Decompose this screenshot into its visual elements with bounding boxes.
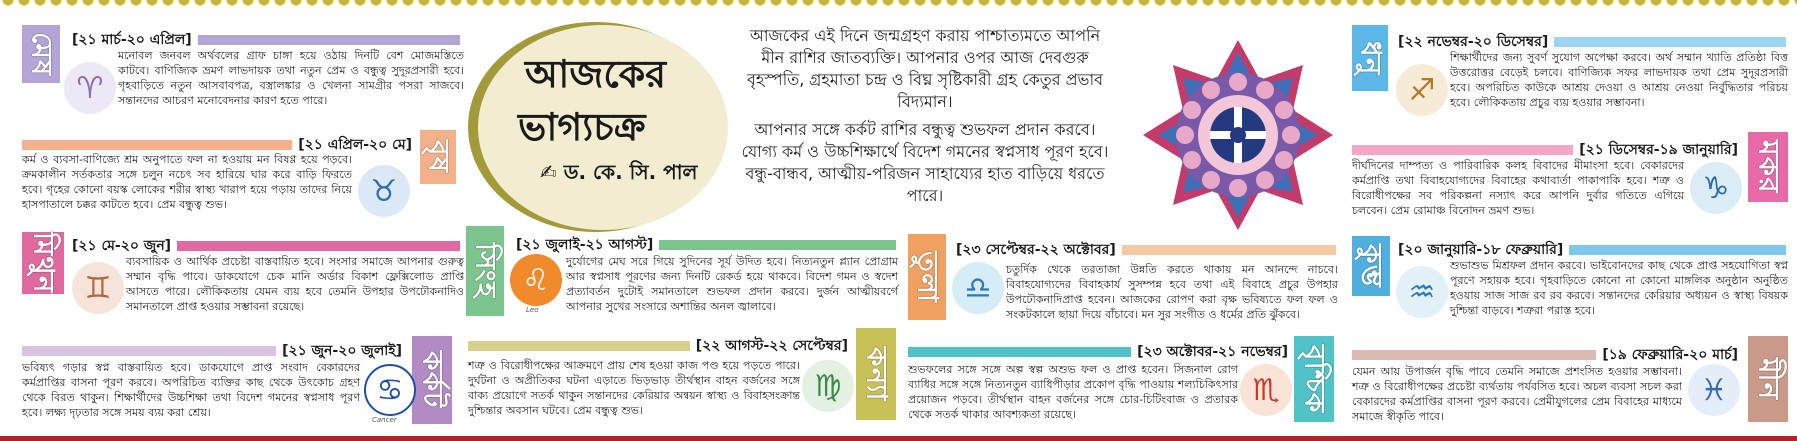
sign-name: ধনু — [1354, 40, 1388, 76]
sign-date: [২১ জুলাই-২১ আগস্ট] — [516, 237, 654, 253]
sign-name-tab — [1748, 336, 1788, 422]
sign-date: [২৩ অক্টোবর-২১ নভেম্বর] — [1137, 344, 1288, 360]
aquarius-icon: ♒ — [1396, 266, 1448, 318]
sign-header — [956, 238, 1336, 262]
sign-name-tab — [22, 232, 64, 294]
sign-text: শত্রু ও বিরোধীপক্ষের আক্রমণে প্রায় শেষ হওয়া কাজ পণ্ড হয়ে পড়তে পারে। দুর্ঘটনা ও অপ্রীতিকর ঘটনা এড়াতে ভিড়ভাড় তীর্থস্থান বাহন বর্জনের সঙ্গে বাক্য প্রয়োগে সতর্ক থাকুন সন্তানদের কেরিয়ার অন্বয়ন স্বাস্থ্য ও বিবাহসংক্রান্ত দুশ্চিন্তার অবসান ঘটবে। প্রেম বন্ধুত্ব শুভ। — [468, 359, 800, 417]
color-bar — [22, 140, 292, 150]
gemini-icon: ♊ — [72, 262, 124, 314]
intro — [740, 25, 1110, 207]
top-border — [0, 0, 1797, 10]
sign-name-tab — [22, 25, 60, 83]
sign-name: তুলা — [911, 251, 945, 303]
sign-date: [২১ ডিসেম্বর-১৯ জানুয়ারি] — [1579, 142, 1738, 158]
sign-date: [২১ এপ্রিল-২০ মে] — [298, 137, 412, 153]
sign-name: কন্যা — [860, 346, 894, 402]
icon-caption: Cancer — [372, 416, 397, 424]
sign-date: [২২ আগস্ট-২২ সেপ্টেম্বর] — [695, 338, 848, 354]
color-bar — [177, 241, 460, 251]
color-bar — [1554, 37, 1786, 47]
virgo-icon: ♍ — [802, 360, 854, 412]
sign-name-tab — [466, 226, 504, 316]
aries-icon: ♈ — [64, 62, 116, 114]
sign-date: [২০ জানুয়ারি-১৮ ফেব্রুয়ারি] — [1398, 242, 1564, 258]
intro-paragraph-2: আপনার সঙ্গে কর্কট রাশির বন্ধুত্ব শুভফল প্রদান করবে। যোগ্য কর্ম ও উচ্চশিক্ষার্থে বিদেশ গমনের স্বপ্নসাধ পূরণ হবে। বন্ধু-বান্ধব, আত্মীয়-পরিজন সাহায্যের হাত বাড়িয়ে ধরতে পারে। — [741, 120, 1109, 205]
intro-paragraph-1: আজকের এই দিনে জন্মগ্রহণ করায় পাশ্চাত্যমতে আপনি মীন রাশির জাতব্যক্তি। আপনার ওপর আজ দেবগুরু বৃহস্পতি, গ্রহমাতা চন্দ্র ও বিঘ্ন সৃষ্টিকারী গ্রহ কেতুর প্রভাব বিদ্যমান। — [747, 26, 1103, 111]
page-title: আজকের — [525, 52, 667, 96]
sign-name: বৃষ — [422, 140, 456, 174]
sign-name-tab — [412, 336, 452, 424]
sign-text: দীর্ঘদিনের দাম্পত্য ও পারিবারিক কলহ বিবাদের মীমাংসা হবে। বেকারদের কর্মপ্রাপ্তি তথা বিবাহযোগ্যদের বিবাহের কথাবার্তা পাকাপাকি হবে। শত্রু ও বিরোধীপক্ষের সব পরিকল্পনা নস্যাৎ করে আপনি দুর্বার গতিতে এগিয়ে চলবেন। প্রেম রোমাঞ্চ বিনোদন ভ্রমণ শুভ। — [1352, 159, 1684, 217]
sign-text: শুভাশুভ মিশ্রফল প্রদান করবে। ভাইবোনদের কাছ থেকে প্রাপ্ত সহযোগিতা স্বপ্ন পূরণে সহায়ক হবে। গৃহবাড়িতে কোনো না কোনো মাঙ্গলিক অনুষ্ঠান অনুষ্ঠিত হওয়ায় সাজ সাজ রব রব করবে। সন্তানদের কেরিয়ার অধ্যয়ন ও স্বাস্থ্য বিষয়ক দুশ্চিন্তা বাড়বে। শত্রুরা পরাস্ত হবে। — [1450, 259, 1788, 317]
sign-date: [২১ মে-২০ জুন] — [72, 238, 172, 254]
sign-header — [468, 334, 848, 358]
sign-text: শিক্ষার্থীদের জন্য সুবর্ণ সুযোগ অপেক্ষা করবে। অর্থ সম্মান খ্যাতি প্রতিষ্ঠা বিত্ত উত্তরোত্তর বেড়েই চলবে। বাণিজ্যিক সফর লাভদায়ক তথা প্রেম সুদূরপ্রসারী হবে। অপরিচিত কাউকে আশ্রয় দেওয়া ও আশ্রয় নেওয়া নির্বুদ্ধিতার পরিচয় হবে। লৌকিকতায় প্রচুর ব্যয় হওয়ার সম্ভাবনা। — [1450, 51, 1788, 109]
sagittarius-icon: ♐ — [1396, 64, 1448, 116]
sign-name-tab — [1294, 336, 1334, 422]
sign-name: কর্কট — [416, 351, 450, 409]
color-bar — [1352, 145, 1573, 155]
sign-text: চতুর্দিক থেকে তরতাজা উন্নতি করতে থাকায় মন আনন্দে নাচবে। বিবাহযোগ্যদের বিবাহকার্য সুসম্পন্ন হবে তথা এই বিবাহে প্রচুর উপহার উপঢৌকনাদিপ্রাপ্ত হবেন। আজকের রোপণ করা বৃক্ষ ভবিষ্যতে ফল ফল ও সংকটকালে ছায়া দিয়ে বাঁচাবে। মন সুর সংগীত ও ধর্মের প্রতি ঝুঁকবে। — [1006, 263, 1338, 321]
sign-name-tab — [420, 130, 456, 184]
color-bar — [1352, 350, 1596, 360]
sign-name: বৃশ্চিক — [1298, 344, 1332, 414]
scorpio-icon: ♏ — [1240, 364, 1292, 416]
sign-name-tab — [1352, 25, 1388, 91]
pisces-icon: ♓ — [1688, 364, 1740, 416]
zodiac-wheel-icon — [1143, 40, 1333, 230]
cancer-icon: ♋ — [364, 364, 416, 416]
sign-text: কর্ম ও ব্যবসা-বাণিজ্যে শ্রম অনুপাতে ফল না হওয়ায় মন বিষণ্ণ হয়ে পড়বে। ক্রমকালীন সর্তকতার সঙ্গে চলুন নচেৎ সব হারিয়ে ঘার করে বাড়ি ফিরতে হবে। গৃহের কোনো বয়স্ক লোকের শরীর স্বাস্থ্য খারাপ হয়ে পড়ায় তাদের নিয়ে হাসপাতালে চক্কর কাটতে হবে। প্রেম বন্ধুত্ব শুভ। — [22, 153, 352, 211]
author-name: ড. কে. সি. পাল — [563, 160, 698, 184]
sign-header — [908, 340, 1288, 364]
leo-icon: ♌ — [510, 254, 562, 306]
sign-name: মিথুন — [27, 232, 61, 294]
sign-text: ভবিষ্যৎ গড়ার স্বপ্ন বাস্তবায়িত হবে। ডাকযোগে প্রাপ্ত সংবাদ বেকারদের কর্মপ্রাপ্তির বাসনা পূরণ করবে। অপরিচিত ব্যক্তির কাছ থেকে উৎকোচ গ্রহণ থেকে বিরত থাকুন। শিক্ষার্থীদের উচ্চশিক্ষা তথা বিদেশ গমনের স্বপ্নসাধ পূরণ হবে। লক্ষ্য দৃঢ়তার সঙ্গে সময় ব্যয় করা শ্রেয়। — [22, 361, 360, 419]
color-bar — [659, 240, 896, 250]
sign-date: [২৩ সেপ্টেম্বর-২২ অক্টোবর] — [956, 242, 1116, 258]
bottom-rule — [0, 436, 1797, 441]
sign-name: মেষ — [25, 31, 59, 77]
libra-icon: ♎ — [952, 262, 1004, 314]
sign-name: মীন — [1752, 357, 1786, 401]
sign-name-tab — [856, 328, 896, 420]
sign-date: [২১ মার্চ-২০ এপ্রিল] — [72, 32, 192, 48]
sign-name-tab — [1748, 132, 1788, 202]
sign-name-tab — [908, 234, 946, 320]
pen-icon: ✍ — [540, 160, 564, 184]
sign-date: [২১ জুন-২০ জুলাই] — [282, 343, 402, 359]
sign-name: মকর — [1752, 140, 1786, 194]
author — [540, 158, 697, 191]
sign-text: দুর্যোগের মেঘ সরে গিয়ে সুদিনের সূর্য উদিত হবে। নিত্যনতুন প্ল্যান প্রোগ্রাম আর স্বপ্নসাধ পূরণের জন্য দিনটি রেকর্ড হয়ে থাকবে। বিদেশ গমন ও স্বদেশ প্রত্যাবর্তন দুটোই সমানতালে শুভফল প্রদান করবে। দুর্জন আত্মীয়বর্গে আপনার সুখের সংসারে অশান্তির অনল জ্বালাবে। — [566, 255, 898, 313]
color-bar — [198, 35, 460, 45]
color-bar — [468, 341, 690, 351]
sign-name: কুম্ভ — [1355, 244, 1389, 288]
taurus-icon: ♉ — [358, 165, 410, 217]
color-bar — [22, 346, 276, 356]
sign-name-tab — [1352, 236, 1390, 296]
color-bar — [1122, 245, 1336, 255]
sign-text: মনোবল জনবল অর্থবলের গ্রাফ চাঙ্গা হয়ে ওঠায় দিনটি বেশ মোজমস্তিতে কাটবে। বাণিজ্যিক ভ্রমণ লাভদায়ক তথা নতুন প্রেম ও বন্ধুত্ব সুদূরপ্রসারী হবে। গৃহবাড়িতে নতুন আসবাবপত্র, বস্ত্রালঙ্কার ও খেলনা সামগ্রীর পসরা সাজবে। সন্তানদের আচরণ মনোবেদনার কারণ হতে পারে। — [118, 49, 464, 107]
capricorn-icon: ♑ — [1690, 162, 1742, 214]
sign-text: ব্যবসায়িক ও আর্থিক প্রচেষ্টা বাস্তবায়িত হবে। সংসার সমাজে আপনার গুরুত্ব সম্মান বৃদ্ধি পাবে। ডাকযোগে চেক মানি অর্ডার বিকাশ ফ্লেক্সিলোড প্রাপ্তি আসতে পারে। লৌকিকতায় যেমন ব্যয় হবে তেমনি উপহার উপঢৌকনাদিও সমানতালে প্রাপ্ত হওয়ার সম্ভাবনা রয়েছে। — [126, 255, 464, 313]
color-bar — [1569, 245, 1786, 255]
page-title-line2: ভাগ্যচক্র — [518, 105, 646, 149]
sign-date: [২২ নভেম্বর-২০ ডিসেম্বর] — [1398, 34, 1549, 50]
sign-text: যেমন আয় উপার্জন বৃদ্ধি পাবে তেমনি সমাজে প্রশংসিত হওয়ার সম্ভাবনা। শত্রু ও বিরোধীপক্ষের প্রচেষ্টা ব্যর্থতায় পর্যবসিত হবে। অচল ব্যবসা সচল করা বেকারদের কর্মপ্রাপ্তির বাসনা পূরণ করবে। প্রেমীযুগলের প্রেম বিবাহের মাধ্যমে সমাজে স্বীকৃতি পাবে। — [1352, 365, 1682, 423]
sign-date: [১৯ ফেব্রুয়ারি-২০ মার্চ] — [1602, 347, 1738, 363]
icon-caption: Leo — [526, 306, 539, 314]
sign-text: শুভফলের সঙ্গে সঙ্গে অল্প স্বল্প অশুভ ফল ও প্রাপ্ত হবেন। সিজনাল রোগ ব্যাধির সঙ্গে সঙ্গে নিত্যনতুন ব্যাধিপীড়ার প্রকোপ বৃদ্ধি পাওয়ায় শল্যচিকিৎসার প্রয়োজন পড়বে। তীর্থস্থান বাহন বর্জনের সঙ্গে চোর-চিটিংবাজ ও প্রতারক থেকে সতর্ক থাকার আবশ্যকতা রয়েছে। — [908, 363, 1238, 421]
sign-name: সিংহ — [469, 243, 503, 299]
color-bar — [908, 347, 1131, 357]
